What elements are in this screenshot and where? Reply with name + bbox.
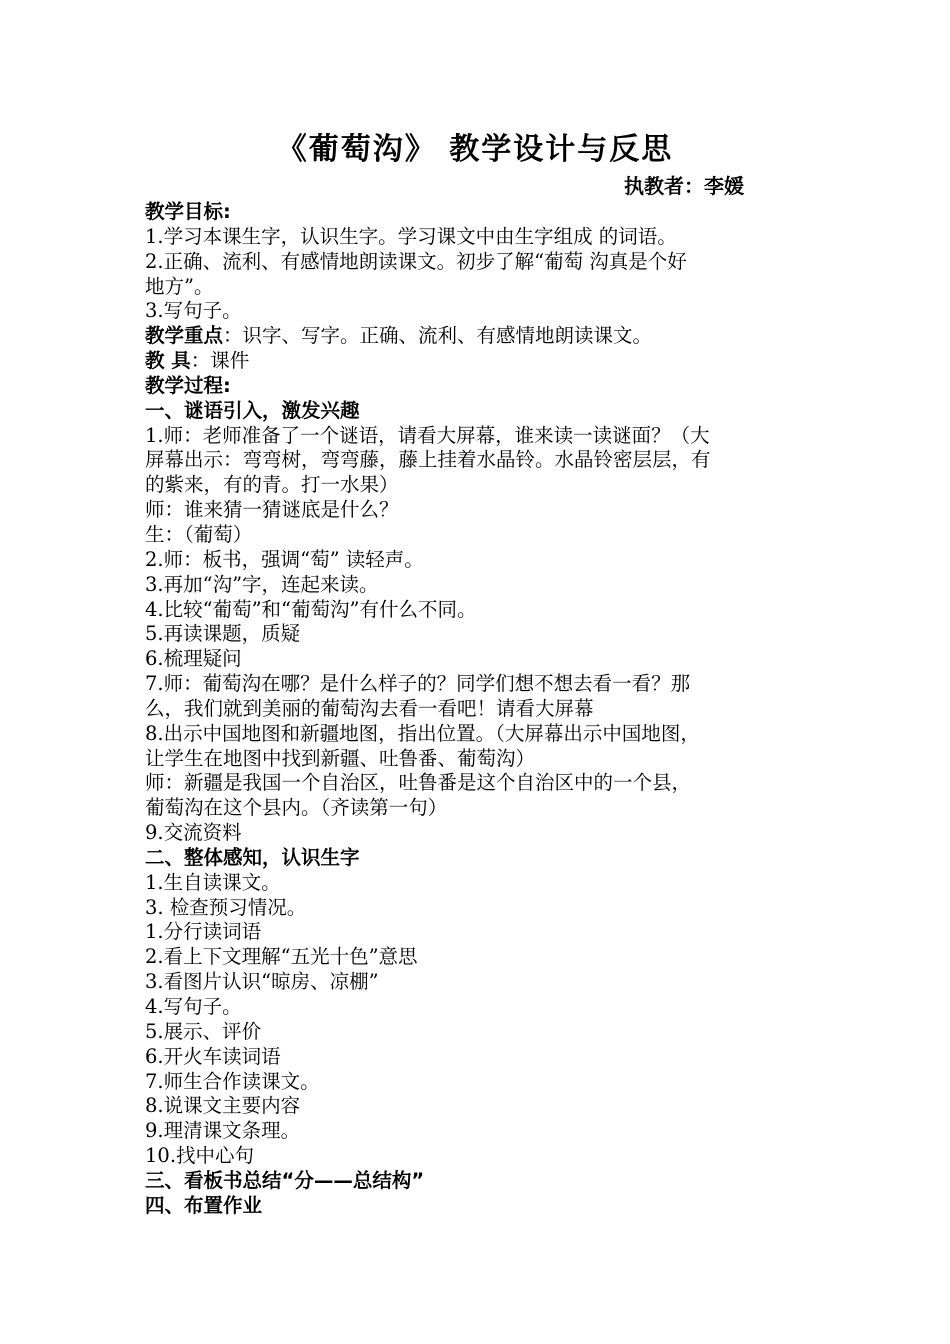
text-line: 2.正确、流利、有感情地朗读课文。初步了解“葡萄 沟真是个好 — [145, 249, 687, 273]
text-line: 1.生自读课文。 — [145, 870, 281, 894]
text-line: 么，我们就到美丽的葡萄沟去看一看吧！请看大屏幕 — [145, 696, 594, 720]
text-line: 屏幕出示：弯弯树，弯弯藤，藤上挂着水晶铃。水晶铃密层层，有 — [145, 448, 711, 472]
text-line: 10.找中心句 — [145, 1144, 255, 1168]
text-line: 1.分行读词语 — [145, 920, 262, 944]
text-line: 5.展示、评价 — [145, 1019, 262, 1043]
text-line: 让学生在地图中找到新疆、吐鲁番、葡萄沟） — [145, 746, 536, 770]
text-line: 教学重点：识字、写字。正确、流利、有感情地朗读课文。 — [145, 324, 653, 348]
text-line: 师：新疆是我国一个自治区，吐鲁番是这个自治区中的一个县， — [145, 771, 692, 795]
text-line: 9.交流资料 — [145, 821, 242, 845]
text-line: 1.师：老师准备了一个谜语，请看大屏幕，谁来读一读谜面？（大 — [145, 423, 710, 447]
text-line: 3.看图片认识“晾房、凉棚” — [145, 970, 379, 994]
document-title: 《葡萄沟》 教学设计与反思 — [276, 132, 674, 167]
text-line: 四、布置作业 — [145, 1193, 263, 1217]
text-line: 葡萄沟在这个县内。（齐读第一句） — [145, 796, 448, 820]
text-line: 8.说课文主要内容 — [145, 1094, 301, 1118]
text-line: 生：（葡萄） — [145, 522, 253, 546]
text-line: 7.师：葡萄沟在哪？是什么样子的？同学们想不想去看一看？那 — [145, 672, 691, 696]
text-line: 7.师生合作读课文。 — [145, 1069, 320, 1093]
text-line: 一、谜语引入，激发兴趣 — [145, 398, 360, 422]
text-line: 6.开火车读词语 — [145, 1044, 281, 1068]
text-line: 教学过程: — [145, 373, 231, 397]
text-line: 二、整体感知，认识生字 — [145, 845, 360, 869]
text-line: 2.师：板书，强调“萄” 读轻声。 — [145, 547, 424, 571]
author-line: 执教者：李媛 — [624, 174, 744, 198]
text-line: 教学目标: — [145, 200, 231, 223]
text-line: 1.学习本课生字，认识生字。学习课文中由生字组成 的词语。 — [145, 224, 677, 248]
text-line: 5.再读课题，质疑 — [145, 622, 301, 646]
text-line: 4.写句子。 — [145, 995, 242, 1018]
text-line: 教 具：课件 — [145, 349, 250, 373]
text-line: 3.写句子。 — [145, 299, 242, 323]
text-line: 的紫来，有的青。打一水果） — [145, 473, 399, 497]
text-line: 6.梳理疑问 — [145, 647, 242, 671]
document-body — [145, 200, 811, 1219]
text-line: 地方”。 — [145, 274, 214, 298]
text-line: 3.再加“沟”字，连起来读。 — [145, 572, 379, 596]
text-line: 2.看上下文理解“五光十色”意思 — [145, 945, 418, 969]
text-line: 三、看板书总结“分——总结构” — [145, 1168, 425, 1192]
text-line: 师：谁来猜一猜谜底是什么？ — [145, 498, 399, 522]
text-line: 3. 检查预习情况。 — [145, 895, 307, 919]
text-line: 8.出示中国地图和新疆地图，指出位置。（大屏幕出示中国地图， — [145, 721, 700, 745]
text-line: 4.比较“葡萄”和“葡萄沟”有什么不同。 — [145, 597, 477, 621]
text-line: 9.理清课文条理。 — [145, 1119, 301, 1143]
